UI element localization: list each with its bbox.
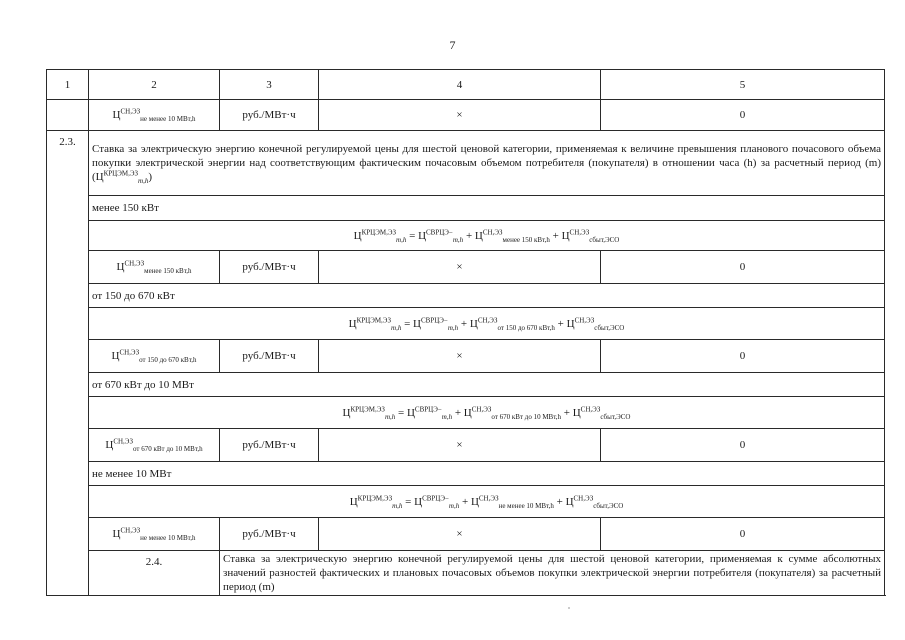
- unit-cell: руб./МВт·ч: [220, 100, 319, 131]
- header-cell-3: 3: [220, 70, 319, 100]
- col4-cell: ×: [319, 340, 601, 373]
- col4-cell: ×: [319, 429, 601, 462]
- price-symbol: $Ц^{СН,ЭЗ}_{менее 150 кВт,h}$: [116, 259, 192, 276]
- col5-cell: 0: [601, 429, 885, 462]
- table-row: [47, 251, 885, 284]
- formula: $Ц^{КРЦЭМ,ЭЗ}_{m,h} = Ц^{СВРЦЭ-}_{m,h} + Ц^{СН,ЭЗ}_{менее 150 кВт,h} + Ц^{СН,ЭЗ}_{сбыт,ЭСО}$: [89, 221, 885, 251]
- header-cell-4: 4: [319, 70, 601, 100]
- unit-cell: руб./МВт·ч: [220, 429, 319, 462]
- col5-cell: 0: [601, 100, 885, 131]
- price-symbol: $Ц^{СН,ЭЗ}_{не менее 10 МВт,h}$: [112, 526, 196, 543]
- formula-row: [47, 221, 885, 251]
- tariff-table: [46, 69, 885, 596]
- col5-cell: 0: [601, 340, 885, 373]
- header-cell-2: 2: [89, 70, 220, 100]
- group-label-row: [47, 284, 885, 308]
- unit-cell: руб./МВт·ч: [220, 251, 319, 284]
- formula-row: [47, 397, 885, 429]
- table-row: [47, 429, 885, 462]
- symbol-cell: [89, 429, 220, 462]
- price-symbol: $Ц^{СН,ЭЗ}_{от 150 до 670 кВт,h}$: [111, 348, 197, 365]
- group-label-row: [47, 196, 885, 221]
- scan-speck: [568, 607, 570, 609]
- group-label: от 670 кВт до 10 МВт: [89, 373, 885, 397]
- col4-cell: ×: [319, 251, 601, 284]
- formula-row: [47, 486, 885, 518]
- section-number: 2.4.: [89, 551, 220, 596]
- section-description: Ставка за электрическую энергию конечной регулируемой цены для шестой ценовой категории, применяемая к величине превышения планового почасового объема покупки электрической энергии над соответствующим фактическим почасовым объемом потребителя (покупателя) в отношении часа (h) за расчетный период (m) $(Ц^{КРЦЭМ,ЭЗ}_{m,h})$: [89, 131, 885, 196]
- price-symbol: $Ц^{СН,ЭЗ}_{от 670 кВт до 10 МВт,h}$: [105, 437, 203, 454]
- group-label: менее 150 кВт: [89, 196, 885, 221]
- group-label-row: [47, 462, 885, 486]
- formula: $Ц^{КРЦЭМ,ЭЗ}_{m,h} = Ц^{СВРЦЭ-}_{m,h} + Ц^{СН,ЭЗ}_{не менее 10 МВт,h} + Ц^{СН,ЭЗ}_{сбыт,ЭСО}$: [89, 486, 885, 518]
- col4-cell: ×: [319, 100, 601, 131]
- section-2-3-heading-row: [47, 131, 885, 196]
- group-label: не менее 10 МВт: [89, 462, 885, 486]
- col4-cell: ×: [319, 518, 601, 551]
- symbol-cell: [89, 518, 220, 551]
- page-number: 7: [449, 38, 456, 52]
- number-cell: [47, 100, 89, 131]
- formula: $Ц^{КРЦЭМ,ЭЗ}_{m,h} = Ц^{СВРЦЭ-}_{m,h} + Ц^{СН,ЭЗ}_{от 670 кВт до 10 МВт,h} + Ц^{СН,ЭЗ}_{сбыт,ЭСО}$: [89, 397, 885, 429]
- table-row: [47, 100, 885, 131]
- section-number: 2.3.: [47, 131, 89, 596]
- group-label: от 150 до 670 кВт: [89, 284, 885, 308]
- header-row: [47, 70, 885, 100]
- formula: $Ц^{КРЦЭМ,ЭЗ}_{m,h} = Ц^{СВРЦЭ-}_{m,h} + Ц^{СН,ЭЗ}_{от 150 до 670 кВт,h} + Ц^{СН,ЭЗ}_{сбыт,ЭСО}$: [89, 308, 885, 340]
- header-cell-1: 1: [47, 70, 89, 100]
- section-2-4-heading-row: [47, 551, 885, 596]
- header-cell-5: 5: [601, 70, 885, 100]
- unit-cell: руб./МВт·ч: [220, 518, 319, 551]
- table-row: [47, 340, 885, 373]
- formula-row: [47, 308, 885, 340]
- symbol-cell: [89, 340, 220, 373]
- price-symbol: $Ц^{СН,ЭЗ}_{не менее 10 МВт,h}$: [112, 107, 196, 124]
- col5-cell: 0: [601, 251, 885, 284]
- table-row: [47, 518, 885, 551]
- col5-cell: 0: [601, 518, 885, 551]
- section-description: Ставка за электрическую энергию конечной регулируемой цены для шестой ценовой категории, применяемая к сумме абсолютных значений разностей фактических и плановых почасовых объемов покупки электрической энергии потребителя (покупателя) за расчетный период (m): [220, 551, 885, 596]
- unit-cell: руб./МВт·ч: [220, 340, 319, 373]
- group-label-row: [47, 373, 885, 397]
- symbol-cell: [89, 100, 220, 131]
- symbol-cell: [89, 251, 220, 284]
